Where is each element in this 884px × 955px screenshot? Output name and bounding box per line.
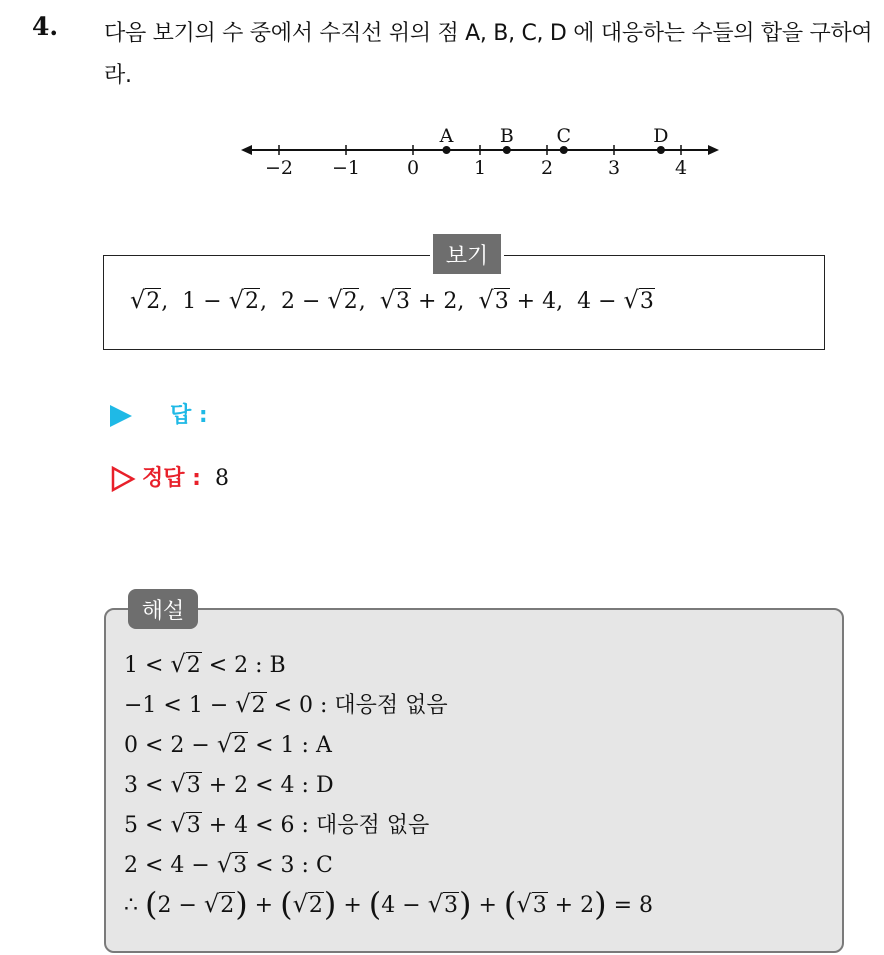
point-a (443, 146, 451, 154)
point-b (503, 146, 511, 154)
solution-tag: 해설 (128, 589, 198, 629)
tick-label: 2 (540, 157, 554, 179)
tick-label: 0 (406, 157, 420, 179)
answer-row (110, 398, 208, 429)
solution-line-1: 1 < √2 < 2 : B (124, 650, 286, 678)
point-d (657, 146, 665, 154)
solution-line-6: 2 < 4 − √3 < 3 : C (124, 850, 333, 878)
choice-5: √3 + 4 (478, 286, 557, 314)
play-triangle-icon (110, 405, 132, 427)
choice-2: 1 − √2 (182, 286, 259, 314)
solution-line-5: 5 < √3 + 4 < 6 : 대응점 없음 (124, 810, 430, 838)
solution-line-2: −1 < 1 − √2 < 0 : 대응점 없음 (124, 690, 448, 718)
arrow-right-icon (708, 145, 719, 155)
outline-triangle-icon (110, 466, 136, 492)
tick-label: 1 (473, 157, 487, 179)
choice-6: 4 − √3 (577, 286, 654, 314)
solution-line-7: ∴ (2 − √2) + (√2) + (4 − √3) + (√3 + 2) = 8 (124, 885, 654, 923)
tick-label: 3 (607, 157, 621, 179)
choice-4: √3 + 2 (379, 286, 458, 314)
answer-label: 답 : (170, 403, 208, 428)
tick-label: −2 (264, 157, 294, 179)
tick-label: 4 (674, 157, 688, 179)
correct-answer-row (110, 461, 229, 492)
point-label-b: B (499, 125, 514, 147)
point-c (560, 146, 568, 154)
correct-value: 8 (214, 466, 229, 491)
question-number: 4. (32, 12, 59, 41)
point-label-c: C (556, 125, 572, 147)
number-line (0, 0, 884, 200)
solution-line-3: 0 < 2 − √2 < 1 : A (124, 730, 332, 758)
choice-1: √2 (130, 286, 161, 314)
correct-label: 정답 : (142, 466, 201, 491)
point-label-d: D (653, 125, 669, 147)
arrow-left-icon (241, 145, 252, 155)
bogi-choices: √2, 1 − √2, 2 − √2, √3 + 2, √3 + 4, 4 − √3 (130, 286, 654, 314)
question-text: 다음 보기의 수 중에서 수직선 위의 점 A, B, C, D 에 대응하는 수들의 합을 구하여라. (104, 21, 873, 88)
solution-lines (124, 645, 653, 925)
choice-3: 2 − √2 (280, 286, 358, 314)
point-label-a: A (439, 125, 454, 147)
solution-line-4: 3 < √3 + 2 < 4 : D (124, 770, 334, 798)
bogi-tag: 보기 (430, 234, 504, 274)
tick-label: −1 (331, 157, 361, 179)
